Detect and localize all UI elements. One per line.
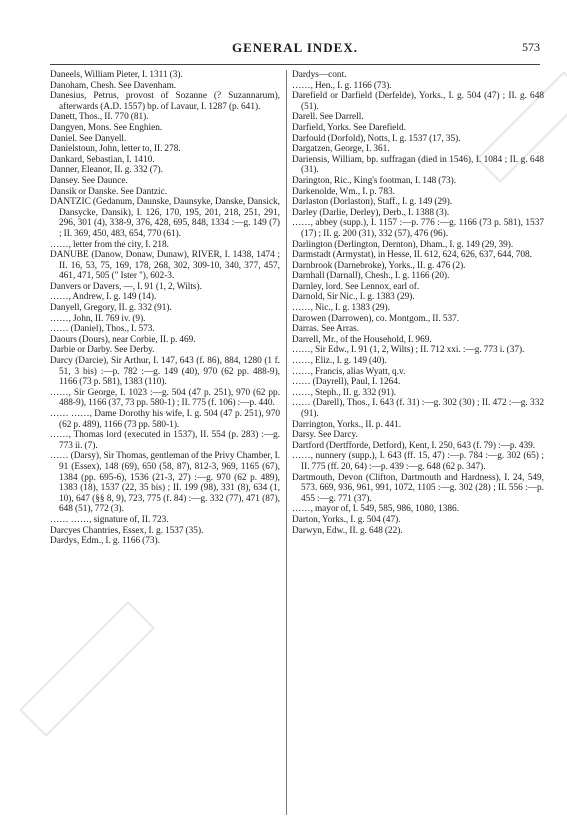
- index-entry: Darley (Darlie, Derley), Derb., I. 1388 (3).: [292, 207, 450, 218]
- index-entry: Daniel. See Danyell.: [50, 133, 127, 144]
- index-entry: Darwyn, Edw., II. g. 648 (22).: [292, 525, 403, 536]
- index-entry: Darnold, Sir Nic., I. g. 1383 (29).: [292, 292, 415, 303]
- index-entry: Darrington, Yorks., II. p. 441.: [292, 419, 402, 430]
- index-entry: Darbie or Darby. See Derby.: [50, 345, 155, 356]
- index-entry: ……, abbey (supp.), I. 1157 :—p. 776 :—g. 1166 (73 p. 581), 1537 (17) ; II. g. 200 (31), 332 (57), 476 (96).: [292, 218, 544, 239]
- header-rule: [50, 64, 540, 65]
- index-entry: ……, Andrew, I. g. 149 (14).: [50, 292, 157, 303]
- index-entry: …… (Daniel), Thos., I. 573.: [50, 324, 155, 335]
- index-entry: Danner, Eleanor, II. g. 332 (7).: [50, 165, 163, 176]
- index-entry: DANUBE (Danow, Donaw, Dunaw), RIVER, I. 1438, 1474 ; II. 16, 53, 75, 169, 178, 268, 302, 309-10, 340, 377, 457, 461, 471, 505 (" Ister "), 602-3.: [50, 250, 280, 282]
- index-entry: ……, Hen., I. g. 1166 (73).: [292, 80, 392, 91]
- index-entry: Darrell, Mr., of the Household, I. 969.: [292, 334, 432, 345]
- index-entry: ……, Eliz., I. g. 149 (40).: [292, 356, 387, 367]
- index-entry: ……, Francis, alias Wyatt, q.v.: [292, 366, 406, 377]
- index-entry: ……, nunnery (supp.), I. 643 (ff. 15, 47) :—p. 784 :—g. 302 (65) ; II. 775 (ff. 20, 64) :—p. 439 :—g. 648 (62 p. 347).: [292, 451, 544, 472]
- index-entry: ……, Sir Edw., I. 91 (1, 2, Wilts) ; II. 712 xxi. :—g. 773 i. (37).: [292, 345, 525, 356]
- index-entry: Darcyes Chantries, Essex, I. g. 1537 (35).: [50, 525, 204, 536]
- index-entry: ……, Sir George, I. 1023 :—g. 504 (47 p. 251), 970 (62 pp. 488-9), 1166 (37, 73 pp. 580-1) ; II. 775 (f. 106) :—p. 440.: [50, 387, 280, 409]
- index-entry: Danett, Thos., II. 770 (81).: [50, 112, 149, 123]
- index-entry: Daneels, William Pieter, I. 1311 (3).: [50, 70, 183, 80]
- index-entry: …… (Darsy), Sir Thomas, gentleman of the Privy Chamber, I. 91 (Essex), 148 (69), 650 (58, 87), 812-3, 969, 1165 (67), 1384 (pp. 695-6), 1536 (21-3, 27) :—g. 970 (62 p. 489), 1383 (18), 1537 (22, 35 bis) ; II. 199 (98), 331 (8), 634 (1, 10), 647 (§§ 8, 9), 723, 775 (f. 84) :—g. 332 (77), 471 (87), 648 (51), 772 (3).: [50, 451, 280, 515]
- index-entry: Darsy. See Darcy.: [292, 430, 358, 441]
- index-entry: Dartford (Dertfforde, Detford), Kent, I. 250, 643 (f. 79) :—p. 439.: [292, 440, 536, 451]
- index-entry: …… (Darell), Thos., I. 643 (f. 31) :—g. 302 (30) ; II. 472 :—g. 332 (91).: [292, 398, 544, 419]
- index-entry: ……, mayor of, I. 549, 585, 986, 1080, 1386.: [292, 504, 459, 515]
- index-entry: ……, letter from the city, I. 218.: [50, 239, 169, 250]
- page-title: GENERAL INDEX.: [232, 40, 358, 55]
- page-header: [50, 40, 540, 62]
- page-number: 573: [522, 40, 540, 54]
- index-entry: Dansey. See Daunce.: [50, 175, 128, 186]
- index-entry: Darlaston (Dorlaston), Staff., I. g. 149 (29).: [292, 197, 453, 208]
- index-entry: Dardys—cont.: [292, 70, 347, 80]
- index-entry: Darnhall (Darnall), Chesh., I. g. 1166 (20).: [292, 271, 450, 282]
- index-entry: Darowen (Darrowen), co. Montgom., II. 537.: [292, 313, 460, 324]
- index-entry: Dangyen, Mons. See Enghien.: [50, 122, 163, 133]
- index-entry: Dansik or Danske. See Dantzic.: [50, 186, 168, 197]
- index-entry: Darfield, Yorks. See Darefield.: [292, 122, 406, 133]
- index-entry: Darnbrook (Darnebroke), Yorks., II. g. 476 (2).: [292, 260, 466, 271]
- index-entry: Darton, Yorks., I. g. 504 (47).: [292, 514, 401, 525]
- index-entry: Danesius, Petrus, provost of Sozanne (? Suzannarum), afterwards (A.D. 1557) bp. of Lavaur, I. 1287 (p. 641).: [50, 91, 280, 112]
- left-column: [50, 70, 280, 815]
- index-entry: …… (Dayrell), Paul, I. 1264.: [292, 377, 401, 388]
- index-entry: Dardys, Edm., I. g. 1166 (73).: [50, 536, 160, 547]
- index-entry: ……, Steph., II. g. 332 (91).: [292, 387, 397, 398]
- index-entry: Darefield or Darfield (Derfelde), Yorks., I. g. 504 (47) ; II. g. 648 (51).: [292, 91, 544, 112]
- index-entry: Dariensis, William, bp. suffragan (died in 1546), I. 1084 ; II. g. 648 (31).: [292, 154, 544, 176]
- index-entry: Daours (Dours), near Corbie, II. p. 469.: [50, 334, 196, 345]
- index-entry: Danielstoun, John, letter to, II. 278.: [50, 144, 181, 155]
- index-entry: Darnley, lord. See Lennox, earl of.: [292, 281, 420, 292]
- index-entry: Darfould (Dorfold), Notts, I. g. 1537 (17, 35).: [292, 133, 461, 144]
- index-entry: Dargatzen, George, I. 361.: [292, 144, 390, 155]
- index-entry: Danyell, Gregory, II. g. 332 (91).: [50, 303, 172, 314]
- index-entry: Danoham, Chesh. See Davenham.: [50, 80, 177, 91]
- index-entry: Darkenolde, Wm., I. p. 783.: [292, 186, 395, 197]
- index-entry: DANTZIC (Gedanum, Daunske, Daunsyke, Danske, Dansick, Dansycke, Dansik), I. 126, 170, 195, 201, 218, 251, 291, 296, 301 (4), 338-9, 376, 428, 695, 848, 1334 :—g. 149 (7) ; II. 369, 450, 483, 654, 770 (61).: [50, 197, 280, 239]
- column-divider: [286, 70, 287, 815]
- index-entry: Darington, Ric., King's footman, I. 148 (73).: [292, 175, 457, 186]
- index-entry: Danvers or Davers, —, I. 91 (1, 2, Wilts).: [50, 281, 202, 292]
- index-entry: Dartmouth, Devon (Clifton, Dartmouth and Hardness), I. 24, 549, 573. 669, 936, 961, 991, 1072, 1105 :—g. 302 (28) ; II. 556 :—p. 455 :—g. 771 (37).: [292, 472, 544, 504]
- index-entry: ……, John, II. 769 iv. (9).: [50, 313, 146, 324]
- index-entry: Darlington (Derlington, Dernton), Dham., I. g. 149 (29, 39).: [292, 239, 514, 250]
- index-entry: Darell. See Darrell.: [292, 112, 364, 123]
- index-entry: Dankard, Sebastian, I. 1410.: [50, 154, 155, 165]
- index-entry: ……, Nic., I. g. 1383 (29).: [292, 303, 390, 314]
- index-entry: …… ……, Dame Dorothy his wife, I. g. 504 (47 p. 251), 970 (62 p. 489), 1166 (73 pp. 580-1).: [50, 409, 280, 430]
- index-entry: ……, Thomas lord (executed in 1537), II. 554 (p. 283) :—g. 773 ii. (7).: [50, 430, 280, 451]
- index-entry: Darras. See Arras.: [292, 324, 360, 335]
- right-column: [292, 70, 544, 815]
- index-entry: Darmstadt (Armystat), in Hesse, II. 612, 624, 626, 637, 644, 708.: [292, 250, 532, 261]
- index-entry: Darcy (Darcie), Sir Arthur, I. 147, 643 (f. 86), 884, 1280 (1 f. 51, 3 bis) :—p. 782 :—g. 149 (40), 970 (62 pp. 488-9), 1166 (73 p. 581), 1383 (110).: [50, 356, 280, 388]
- index-entry: …… ……, signature of, II. 723.: [50, 514, 169, 525]
